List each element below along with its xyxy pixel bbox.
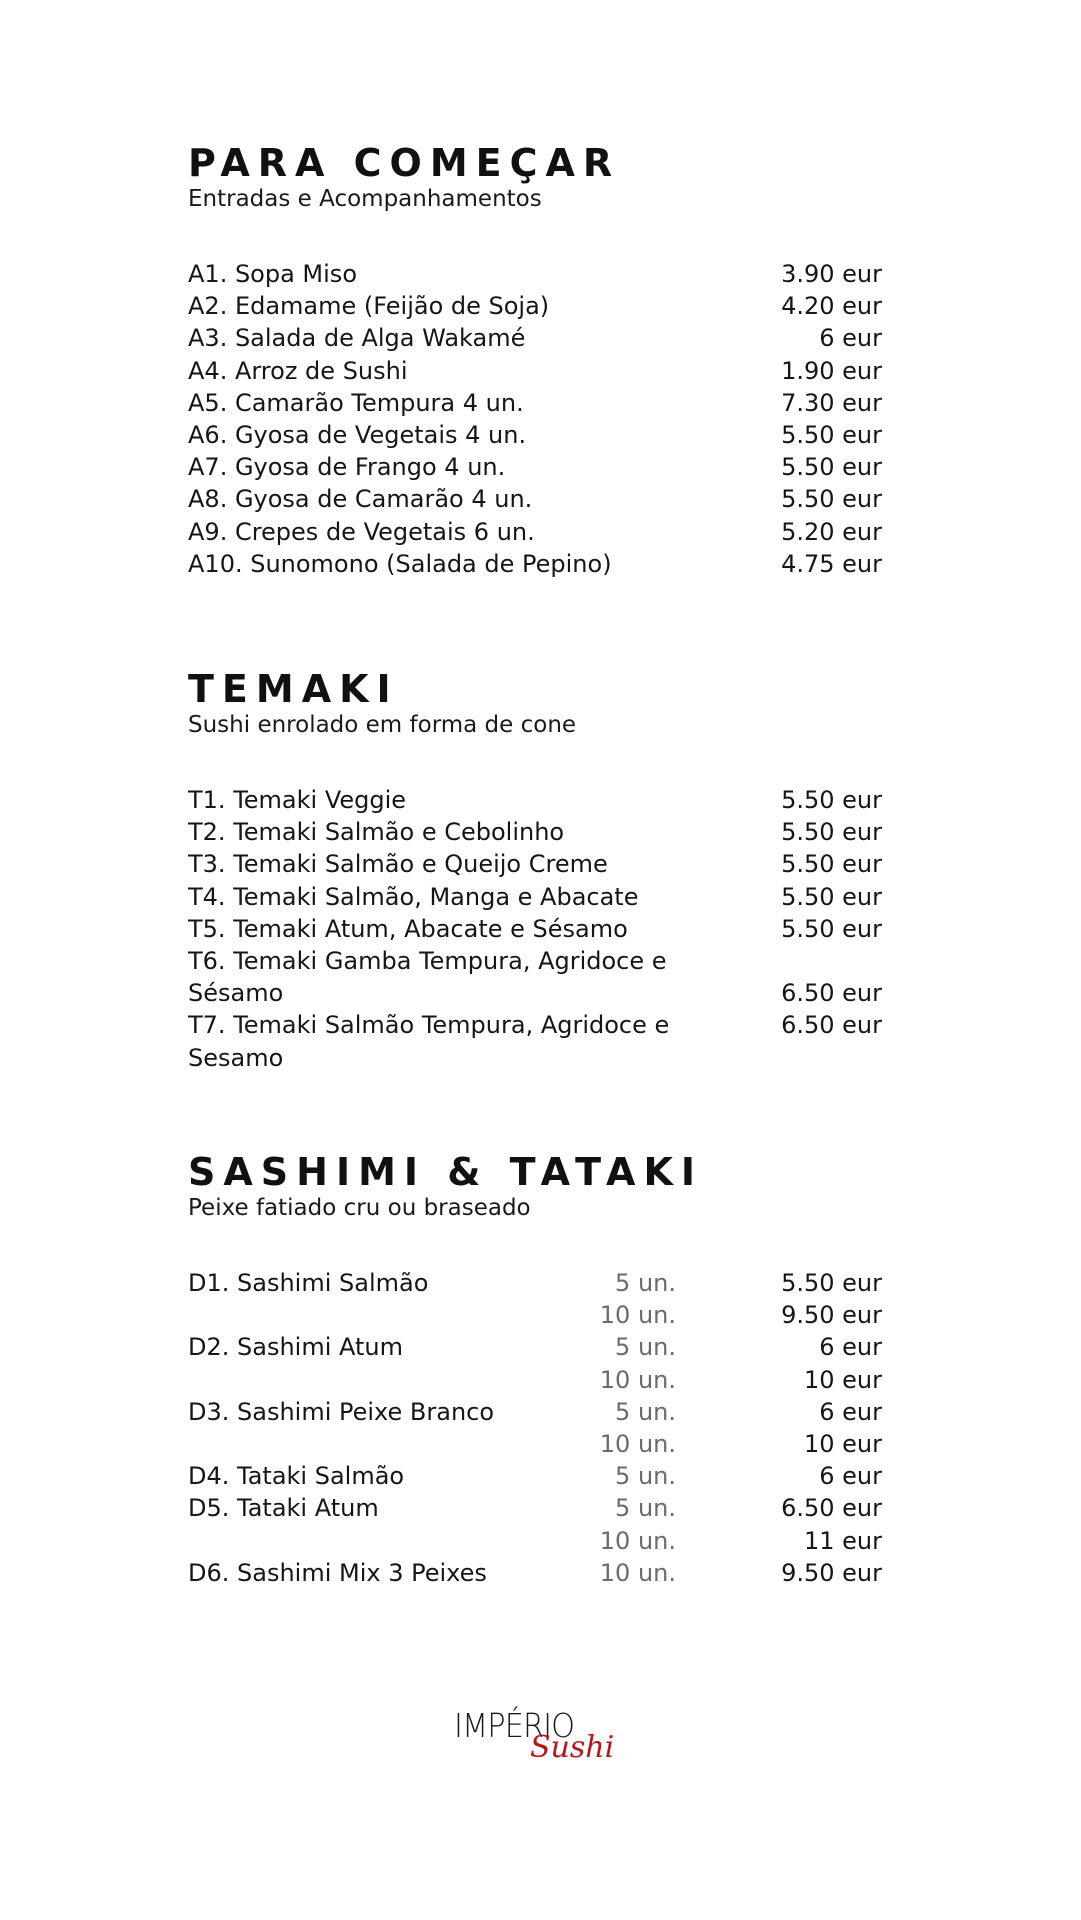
section-title: PARA COMEÇAR <box>188 141 621 185</box>
item-name: A5. Camarão Tempura 4 un. <box>188 388 524 417</box>
menu-item <box>188 1492 882 1524</box>
item-name: D2. Sashimi Atum <box>188 1333 404 1362</box>
section-title: TEMAKI <box>188 667 399 711</box>
item-price: 5.50 eur <box>781 485 882 514</box>
menu-item <box>188 451 882 483</box>
item-price: 4.20 eur <box>781 292 882 321</box>
item-price: 9.50 eur <box>781 1558 882 1587</box>
menu-item <box>188 784 882 816</box>
item-qty: 5 un. <box>615 1494 676 1523</box>
item-price: 6.50 eur <box>781 979 882 1008</box>
item-qty: 10 un. <box>599 1526 676 1555</box>
item-name-line: Sésamo <box>188 979 284 1008</box>
section-sashimi <box>188 1151 882 1589</box>
item-price: 6 eur <box>819 1333 882 1362</box>
section-subtitle: Sushi enrolado em forma de cone <box>188 712 577 738</box>
item-price: 5.50 eur <box>781 453 882 482</box>
imperio-sushi-logo <box>454 1696 626 1768</box>
item-price: 5.20 eur <box>781 517 882 546</box>
item-name: D1. Sashimi Salmão <box>188 1269 429 1297</box>
item-name-line: T7. Temaki Salmão Tempura, Agridoce e <box>188 1011 670 1040</box>
section-temaki <box>188 668 882 1074</box>
menu-list <box>188 784 882 1074</box>
menu-item <box>188 258 882 290</box>
item-qty: 5 un. <box>615 1397 676 1426</box>
item-name: A6. Gyosa de Vegetais 4 un. <box>188 420 527 449</box>
item-name: T2. Temaki Salmão e Cebolinho <box>188 818 565 847</box>
item-qty: 5 un. <box>615 1269 676 1297</box>
item-qty: 10 un. <box>599 1301 676 1330</box>
item-name-line: Sesamo <box>188 1043 284 1072</box>
item-price: 6.50 eur <box>781 1011 882 1040</box>
menu-list <box>188 1267 882 1589</box>
item-name: A3. Salada de Alga Wakamé <box>188 324 526 353</box>
menu-item <box>188 1009 882 1073</box>
menu-item <box>188 913 882 945</box>
item-name: T4. Temaki Salmão, Manga e Abacate <box>188 882 639 911</box>
item-name: D4. Tataki Salmão <box>188 1462 405 1491</box>
menu-item <box>188 1267 882 1299</box>
logo-wordmark: IMPÉRIO <box>454 1706 575 1745</box>
item-name: T5. Temaki Atum, Abacate e Sésamo <box>188 914 628 943</box>
item-qty: 10 un. <box>599 1429 676 1458</box>
item-price: 4.75 eur <box>781 549 882 578</box>
menu-item <box>188 1428 882 1460</box>
item-name: A2. Edamame (Feijão de Soja) <box>188 292 550 321</box>
menu-item <box>188 1557 882 1589</box>
section-starters <box>188 142 882 580</box>
menu-list <box>188 258 882 580</box>
menu-item <box>188 548 882 580</box>
item-price: 5.50 eur <box>781 420 882 449</box>
item-name: A7. Gyosa de Frango 4 un. <box>188 453 506 482</box>
item-name <box>188 1009 708 1073</box>
menu-item <box>188 322 882 354</box>
menu-item <box>188 516 882 548</box>
menu-item <box>188 387 882 419</box>
item-qty: 10 un. <box>599 1365 676 1394</box>
menu-item <box>188 483 882 515</box>
item-price: 9.50 eur <box>781 1301 882 1330</box>
item-price: 5.50 eur <box>781 1269 882 1297</box>
item-qty: 5 un. <box>615 1462 676 1491</box>
menu-item <box>188 1525 882 1557</box>
item-name: A4. Arroz de Sushi <box>188 356 408 385</box>
item-qty: 5 un. <box>615 1333 676 1362</box>
menu-item <box>188 1460 882 1492</box>
item-price: 5.50 eur <box>781 850 882 879</box>
menu-item <box>188 816 882 848</box>
item-name: A1. Sopa Miso <box>188 260 357 288</box>
item-name: D3. Sashimi Peixe Branco <box>188 1397 495 1426</box>
item-name <box>188 945 708 1009</box>
item-name: A8. Gyosa de Camarão 4 un. <box>188 485 533 514</box>
menu-item <box>188 355 882 387</box>
item-name-line: T6. Temaki Gamba Tempura, Agridoce e <box>188 946 667 975</box>
item-name: D6. Sashimi Mix 3 Peixes <box>188 1558 487 1587</box>
item-name: T3. Temaki Salmão e Queijo Creme <box>188 850 608 879</box>
item-name: A9. Crepes de Vegetais 6 un. <box>188 517 535 546</box>
item-name: D5. Tataki Atum <box>188 1494 379 1523</box>
item-name: T1. Temaki Veggie <box>188 786 407 814</box>
menu-item <box>188 848 882 880</box>
item-price: 10 eur <box>803 1429 882 1458</box>
menu-item <box>188 419 882 451</box>
item-price: 6.50 eur <box>781 1494 882 1523</box>
section-subtitle: Peixe fatiado cru ou braseado <box>188 1195 531 1221</box>
item-price: 5.50 eur <box>781 882 882 911</box>
section-title: SASHIMI & TATAKI <box>188 1150 704 1194</box>
menu-item <box>188 1396 882 1428</box>
menu-item <box>188 1299 882 1331</box>
item-price: 6 eur <box>819 324 882 353</box>
menu-item <box>188 881 882 913</box>
item-price: 10 eur <box>803 1365 882 1394</box>
menu-item <box>188 945 882 1009</box>
menu-item <box>188 1364 882 1396</box>
item-name: A10. Sunomono (Salada de Pepino) <box>188 549 612 578</box>
item-price: 6 eur <box>819 1397 882 1426</box>
menu-item <box>188 1331 882 1363</box>
item-price: 3.90 eur <box>781 260 882 288</box>
item-price: 5.50 eur <box>781 914 882 943</box>
item-price: 1.90 eur <box>781 356 882 385</box>
item-price: 5.50 eur <box>781 818 882 847</box>
item-price: 7.30 eur <box>781 388 882 417</box>
item-qty: 10 un. <box>599 1558 676 1587</box>
menu-item <box>188 290 882 322</box>
item-price: 6 eur <box>819 1462 882 1491</box>
item-price: 5.50 eur <box>781 786 882 814</box>
item-price: 11 eur <box>803 1526 882 1555</box>
section-subtitle: Entradas e Acompanhamentos <box>188 186 542 212</box>
logo-script: Sushi <box>530 1730 615 1765</box>
